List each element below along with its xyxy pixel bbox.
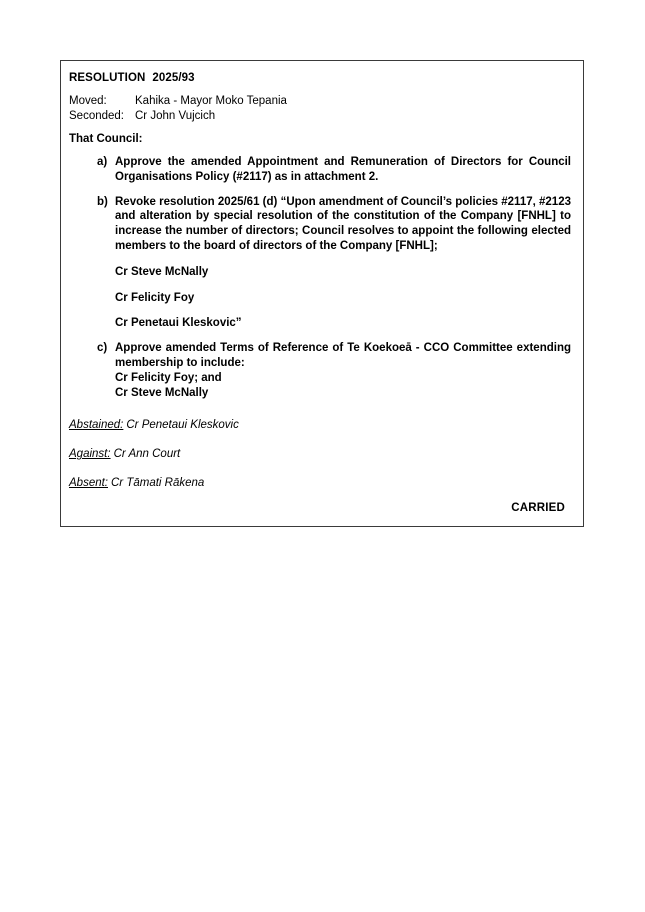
resolution-outcome: CARRIED bbox=[511, 502, 565, 515]
clause-b-name-3: Cr Penetaui Kleskovic” bbox=[115, 317, 242, 330]
clause-item-c bbox=[69, 341, 571, 400]
moved-value: Kahika - Mayor Moko Tepania bbox=[135, 95, 287, 107]
seconded-row bbox=[69, 109, 571, 124]
clause-list bbox=[69, 155, 571, 400]
clause-b-name-1: Cr Steve McNally bbox=[115, 265, 209, 278]
clause-text-c: Approve amended Terms of Reference of Te Koekoeā - CCO Committee extending membership to include: bbox=[115, 342, 571, 369]
clause-text-a: Approve the amended Appointment and Remuneration of Directors for Council Organisations Policy (#2117) as in attachment 2. bbox=[115, 156, 571, 183]
resolution-box bbox=[60, 60, 584, 527]
seconded-value: Cr John Vujcich bbox=[135, 109, 216, 122]
against-line bbox=[69, 447, 571, 461]
abstained-names: Cr Penetaui Kleskovic bbox=[126, 419, 239, 432]
clause-b-name-2: Cr Felicity Foy bbox=[115, 291, 195, 304]
clause-item-b bbox=[69, 195, 571, 332]
abstained-line bbox=[69, 418, 571, 432]
clause-marker-c: c) bbox=[97, 342, 108, 355]
abstained-label: Abstained: bbox=[69, 419, 124, 432]
clause-item-a bbox=[69, 155, 571, 185]
clause-c-name-1: Cr Felicity Foy; and bbox=[115, 371, 222, 384]
resolution-heading-text: RESOLUTION bbox=[69, 72, 146, 84]
against-label: Against: bbox=[69, 448, 111, 461]
mover-block bbox=[69, 94, 571, 123]
absent-label: Absent: bbox=[69, 477, 108, 490]
absent-names: Cr Tāmati Rākena bbox=[111, 477, 205, 490]
clause-marker-a: a) bbox=[97, 156, 108, 168]
against-names: Cr Ann Court bbox=[113, 448, 181, 461]
vote-outcome-block bbox=[69, 418, 571, 490]
clause-c-name-2: Cr Steve McNally bbox=[115, 386, 209, 399]
moved-row bbox=[69, 94, 571, 109]
seconded-label: Seconded: bbox=[69, 109, 124, 122]
clause-text-b: Revoke resolution 2025/61 (d) “Upon amendment of Council’s policies #2117, #2123 and alteration by special resolution of the constitution of the Company [FNHL] to increase the number of directors; Council resolves to appoint the following elected members to the board of directors of the Company [FNHL]; bbox=[115, 195, 571, 252]
moved-label: Moved: bbox=[69, 95, 107, 107]
that-council-heading: That Council: bbox=[69, 133, 143, 145]
absent-line bbox=[69, 476, 571, 490]
clause-marker-b: b) bbox=[97, 195, 108, 208]
resolution-title bbox=[69, 71, 571, 85]
resolution-number: 2025/93 bbox=[152, 72, 195, 84]
